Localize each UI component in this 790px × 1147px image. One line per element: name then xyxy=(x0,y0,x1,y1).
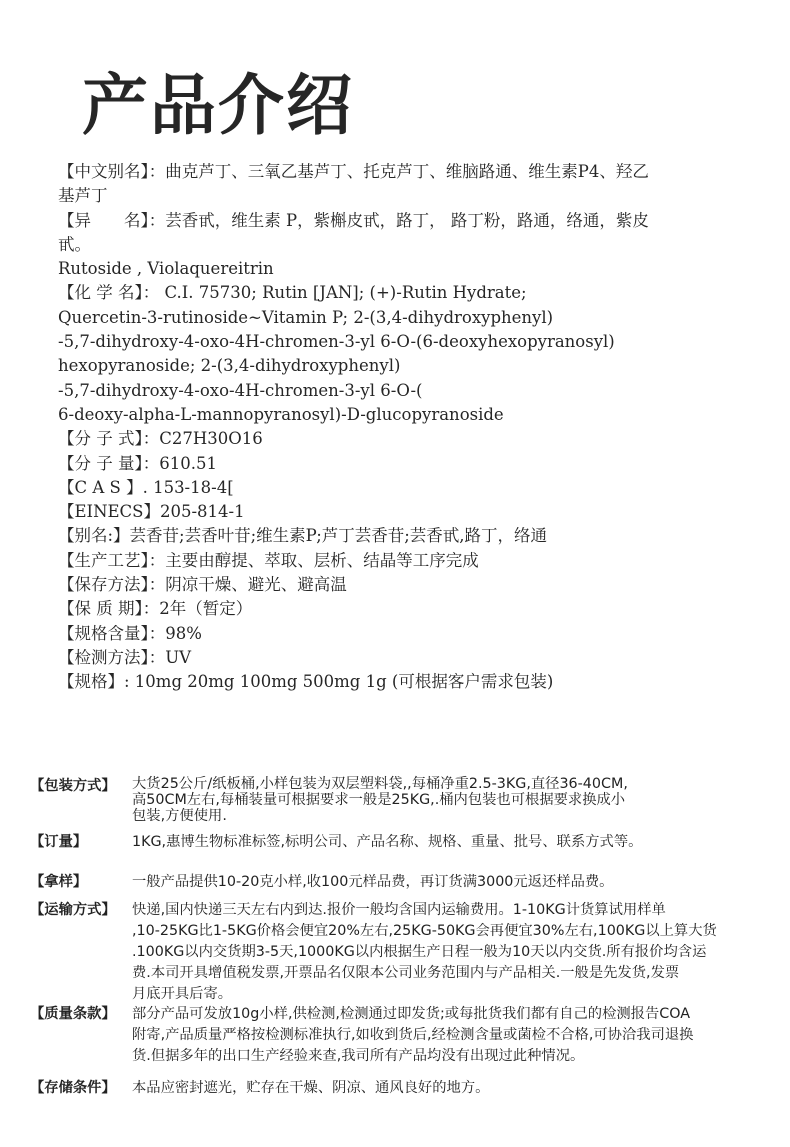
property-line: 【中文别名】：曲克芦丁、三氧乙基芦丁、托克芦丁、维脑路通、维生素P4、羟乙 xyxy=(58,162,649,181)
property-line: 【分 子 式】：C27H30O16 xyxy=(58,429,263,449)
term-line: 快递,国内快递三天左右内到达.报价一般均含国内运输费用。1-10KG计货算试用样单 xyxy=(132,902,666,918)
term-line: 货.但据多年的出口生产经验来查,我司所有产品均没有出现过此种情况。 xyxy=(132,1048,585,1064)
term-text xyxy=(132,900,778,1005)
term-line: 附寄,产品质量严格按检测标准执行,如收到货后,经检测含量或菌检不合格,可协洽我司退换 xyxy=(132,1027,694,1043)
property-line: 【检测方法】：UV xyxy=(58,647,192,667)
property-line: 【分 子 量】：610.51 xyxy=(58,453,217,473)
term-line: 费.本司开具增值税发票,开票品名仅限本公司业务范围内与产品相关.一般是先发货,发票 xyxy=(132,965,680,981)
property-line: 【EINECS】205-814-1 xyxy=(58,502,245,522)
term-label: 【拿样】 xyxy=(30,874,88,890)
property-line: 【规格】: 10mg 20mg 100mg 500mg 1g (可根据客户需求包装) xyxy=(58,672,554,692)
property-line: 【生产工艺】：主要由醇提、萃取、层析、结晶等工序完成 xyxy=(58,550,479,570)
property-line: 6-deoxy-alpha-L-mannopyranosyl)-D-glucopyranoside xyxy=(58,404,504,424)
term-text xyxy=(132,776,778,824)
term-text xyxy=(132,1078,778,1099)
property-line: 基芦丁 xyxy=(58,186,108,206)
page-title: 产品介绍 xyxy=(82,66,354,144)
term-label: 【订量】 xyxy=(30,834,88,850)
property-line: Rutoside , Violaquereitrin xyxy=(58,259,274,279)
term-line: 本品应密封遮光，贮存在干燥、阴凉、通风良好的地方。 xyxy=(132,1080,490,1096)
property-line: 【规格含量】：98% xyxy=(58,623,202,643)
term-line: ,10-25KG比1-5KG价格会便宜20%左右,25KG-50KG会再便宜30%左右,100KG以上算大货 xyxy=(132,923,717,939)
term-line: 大货25公斤/纸板桶,小样包装为双层塑料袋,,每桶净重2.5-3KG,直径36-40CM, xyxy=(132,776,628,792)
property-line: 【C A S 】. 153-18-4[ xyxy=(58,477,234,497)
term-line: 1KG,惠博生物标准标签,标明公司、产品名称、规格、重量、批号、联系方式等。 xyxy=(132,834,643,850)
term-line: 月底开具后寄。 xyxy=(132,986,233,1002)
term-line: .100KG以内交货期3-5天,1000KG以内根据生产日程一般为10天以内交货.所有报价均含运 xyxy=(132,944,707,960)
term-text xyxy=(132,1004,778,1067)
term-line: 高50CM左右,每桶装量可根据要求一般是25KG,.桶内包装也可根据要求换成小 xyxy=(132,792,626,808)
term-line: 一般产品提供10-20克小样,收100元样品费，再订货满3000元返还样品费。 xyxy=(132,874,614,890)
term-label: 【存储条件】 xyxy=(30,1080,116,1096)
term-text xyxy=(132,832,778,853)
term-text xyxy=(132,872,778,893)
product-properties xyxy=(58,160,738,695)
property-line: 【异 名】：芸香甙，维生素 P，紫槲皮甙，路丁， 路丁粉，路通，络通，紫皮 xyxy=(58,210,649,230)
property-line: hexopyranoside; 2-(3,4-dihydroxyphenyl) xyxy=(58,356,401,376)
property-line: -5,7-dihydroxy-4-oxo-4H-chromen-3-yl 6-O-( xyxy=(58,380,423,400)
property-line: 【保存方法】：阴凉干燥、避光、避高温 xyxy=(58,575,347,595)
term-line: 部分产品可发放10g小样,供检测,检测通过即发货;或每批货我们都有自己的检测报告COA xyxy=(132,1006,691,1022)
term-label: 【包装方式】 xyxy=(30,778,116,794)
property-line: 【别名:】芸香苷;芸香叶苷;维生素P;芦丁芸香苷;芸香甙,路丁，络通 xyxy=(58,526,548,546)
term-label: 【质量条款】 xyxy=(30,1006,116,1022)
property-line: 【保 质 期】：2年（暂定） xyxy=(58,599,253,619)
property-line: 【化 学 名】： C.I. 75730; Rutin [JAN]; (+)-Rutin Hydrate; xyxy=(58,283,527,303)
term-line: 包装,方便使用. xyxy=(132,808,227,824)
property-line: 甙。 xyxy=(58,234,91,254)
property-line: Quercetin-3-rutinoside~Vitamin P; 2-(3,4-dihydroxyphenyl) xyxy=(58,307,554,327)
property-line: -5,7-dihydroxy-4-oxo-4H-chromen-3-yl 6-O-(6-deoxyhexopyranosyl) xyxy=(58,332,615,352)
term-label: 【运输方式】 xyxy=(30,902,116,918)
